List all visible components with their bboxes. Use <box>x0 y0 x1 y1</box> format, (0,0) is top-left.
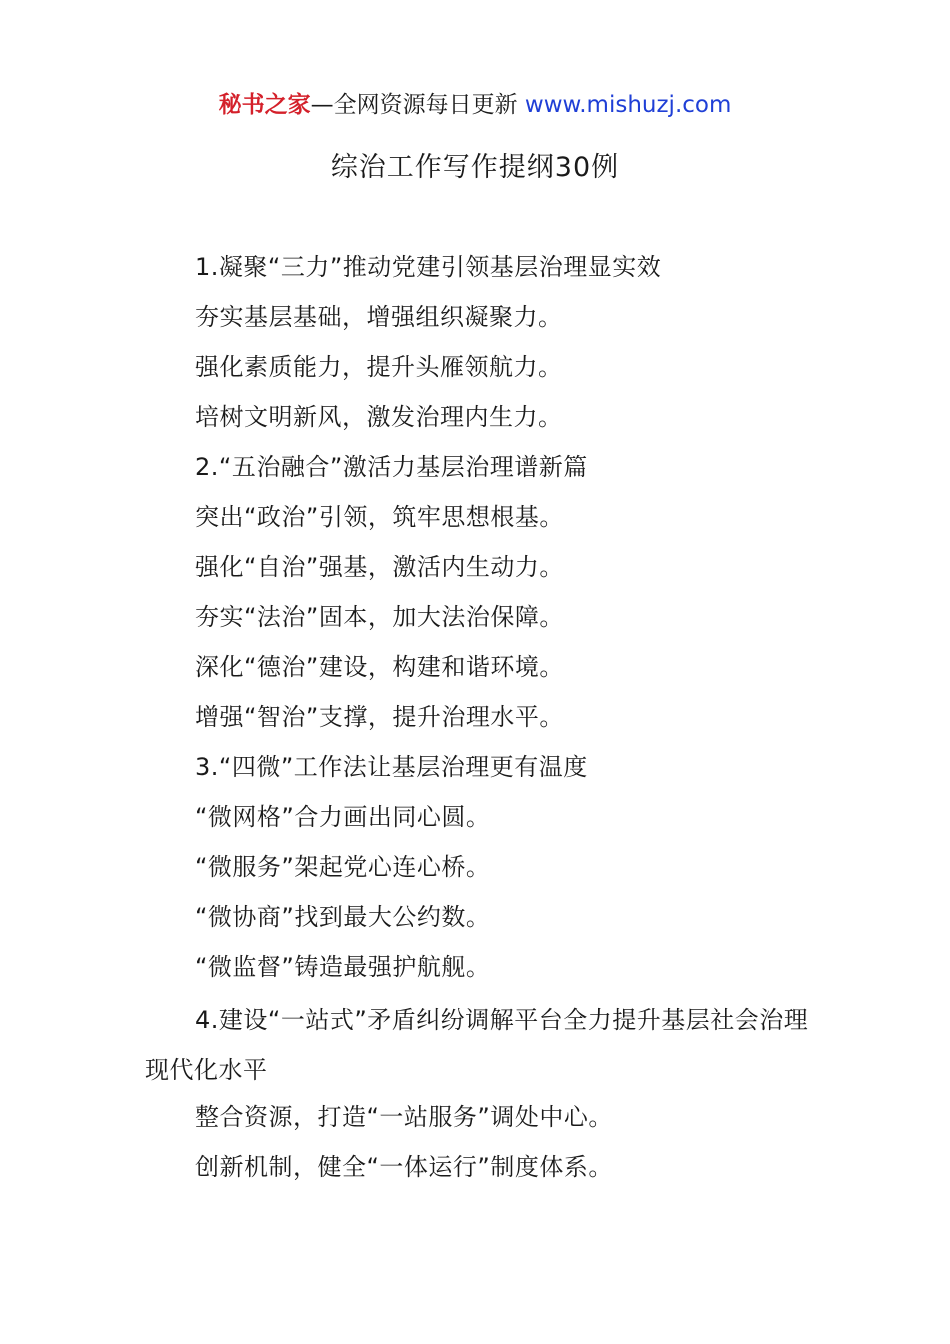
outline-item: “微协商”找到最大公约数。 <box>195 903 491 931</box>
outline-item: “微网格”合力画出同心圆。 <box>195 803 491 831</box>
outline-item: “微服务”架起党心连心桥。 <box>195 853 491 881</box>
outline-item: 夯实基层基础，增强组织凝聚力。 <box>195 303 563 331</box>
outline-item: 夯实“法治”固本，加大法治保障。 <box>195 603 564 631</box>
outline-item: 深化“德治”建设，构建和谐环境。 <box>195 653 564 681</box>
outline-item: 强化素质能力，提升头雁领航力。 <box>195 353 563 381</box>
outline-item: 强化“自治”强基，激活内生动力。 <box>195 553 564 581</box>
document-body <box>145 245 815 1195</box>
outline-item: 整合资源，打造“一站服务”调处中心。 <box>195 1103 613 1131</box>
outline-item: 增强“智治”支撑，提升治理水平。 <box>195 703 564 731</box>
header-tagline: —全网资源每日更新 <box>310 92 525 118</box>
outline-item: “微监督”铸造最强护航舰。 <box>195 953 491 981</box>
brand-name: 秘书之家 <box>218 92 311 118</box>
section-heading: 1.凝聚“三力”推动党建引领基层治理显实效 <box>195 253 662 281</box>
outline-item: 培树文明新风，激发治理内生力。 <box>195 403 563 431</box>
page-header <box>0 88 950 122</box>
section-heading: 2.“五治融合”激活力基层治理谱新篇 <box>195 453 588 481</box>
section-heading: 3.“四微”工作法让基层治理更有温度 <box>195 753 588 781</box>
document-title: 综治工作写作提纲30例 <box>330 152 620 183</box>
outline-item: 突出“政治”引领，筑牢思想根基。 <box>195 503 564 531</box>
site-link[interactable]: www.mishuzj.com <box>524 92 732 118</box>
outline-item: 创新机制，健全“一体运行”制度体系。 <box>195 1153 613 1181</box>
section-heading: 4.建设“一站式”矛盾纠纷调解平台全力提升基层社会治理现代化水平 <box>145 1006 809 1084</box>
